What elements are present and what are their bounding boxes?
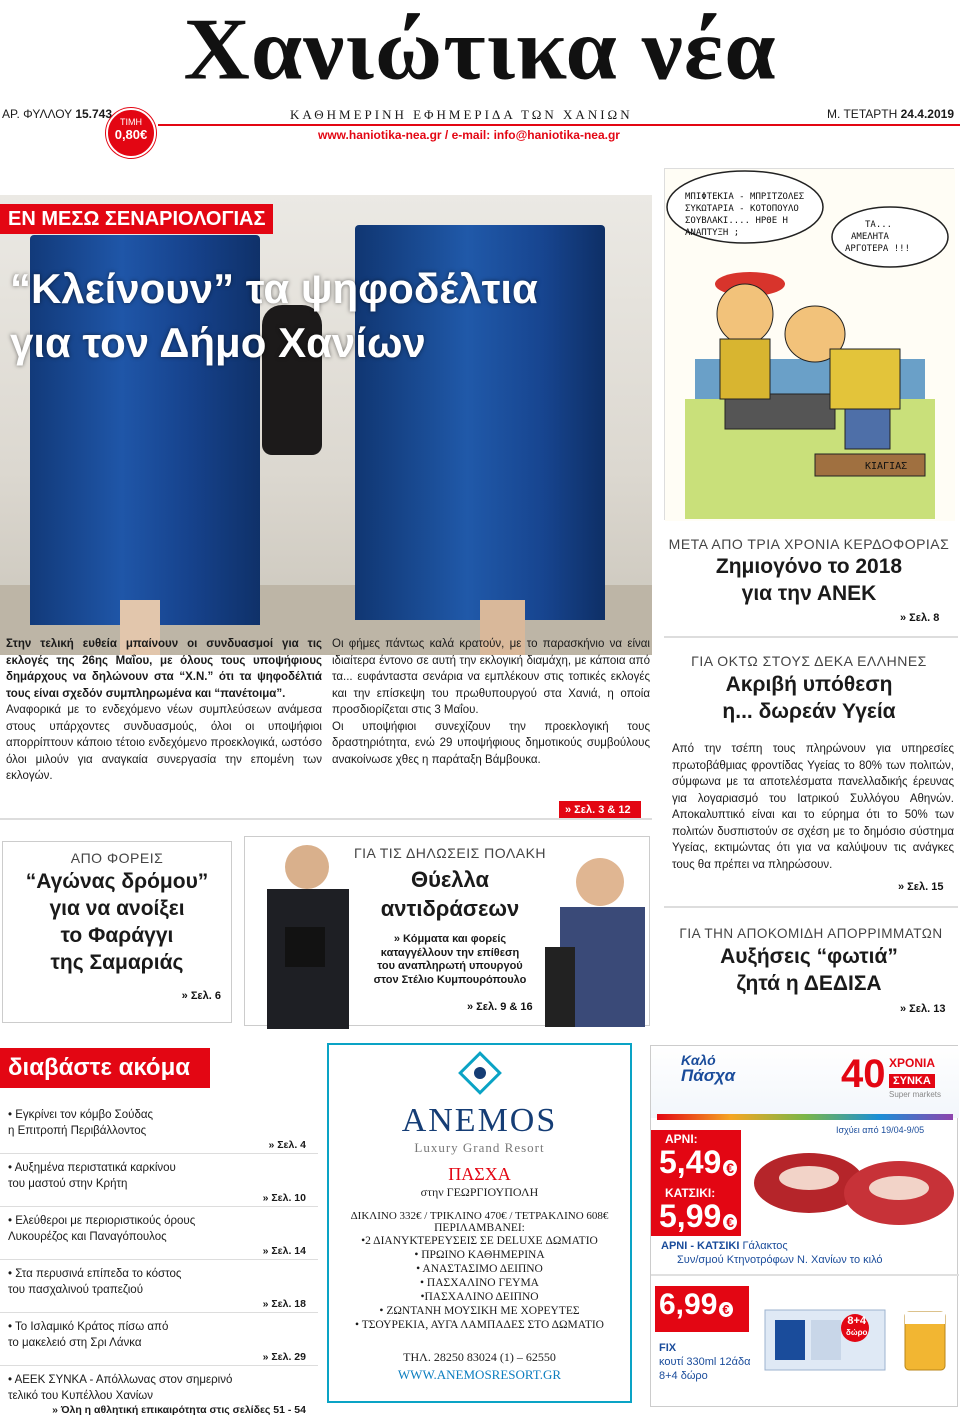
anemos-subtitle: Luxury Grand Resort xyxy=(414,1140,545,1155)
anemos-website[interactable]: WWW.ANEMOSRESORT.GR xyxy=(397,1367,562,1382)
anemos-includes: ΠΕΡΙΛΑΜΒΑΝΕΙ: xyxy=(434,1222,525,1234)
read-more-item-text: το μακελειό στη Σρι Λάνκα xyxy=(8,1337,142,1349)
issue-date: Μ. ΤΕΤΑΡΤΗ 24.4.2019 xyxy=(827,107,954,121)
read-more-item[interactable] xyxy=(0,1369,318,1416)
lead-column-2: Οι φήμες πάντως καλά κρατούν, με το παρασκήνιο να είναι ιδιαίτερα έντονο σε αυτή την εκλογική διαμάχη, με κάποια από τα... ευφάνταστα σενάρια να εμπλέκουν στις τοπικές εκλογές και την επίσκεψη του πρωθυπουργού στα Χανιά, η οποία προσδιορίζεται στις 3 Μαΐου. Οι υποψήφιοι συνεχίζουν την προεκλογική τους δραστηριότητα, ενώ 29 υποψήφιους δημοτικούς συμβούλους ανακοίνωσε χθες η παράταξη Βάμβουκα. xyxy=(332,638,650,766)
anemos-logo: ANEMOS xyxy=(401,1102,558,1139)
garbage-page-ref[interactable]: » Σελ. 13 xyxy=(900,1003,946,1015)
divider xyxy=(0,1259,318,1260)
read-more-list xyxy=(0,1104,318,1416)
anemos-list-item: •2 ΔΙΑΝΥΚΤΕΡΕΥΣΕΙΣ ΣΕ DELUXE ΔΩΜΑΤΙΟ xyxy=(361,1235,598,1247)
cartoon-speech-1: ΜΠΙΦΤΕΚΙΑ - ΜΠΡΙΤΖΟΛΕΣ xyxy=(685,192,805,202)
anemos-list-item: • ΖΩΝΤΑΝΗ ΜΟΥΣΙΚΗ ΜΕ ΧΟΡΕΥΤΕΣ xyxy=(379,1305,580,1317)
read-more-item[interactable] xyxy=(0,1104,318,1154)
divider xyxy=(0,1206,318,1207)
anemos-logo-icon xyxy=(460,1053,500,1093)
lead-kicker: ΕΝ ΜΕΣΩ ΣΕΝΑΡΙΟΛΟΓΙΑΣ xyxy=(0,204,273,234)
anek-page-ref[interactable]: » Σελ. 8 xyxy=(900,612,940,624)
goat-label: ΚΑΤΣΙΚΙ: xyxy=(665,1186,716,1200)
svg-text:ΑΜΕΛΗΤΑ: ΑΜΕΛΗΤΑ xyxy=(851,232,889,242)
anemos-list xyxy=(329,1234,630,1332)
anemos-prices: ΔΙΚΛΙΝΟ 332€ / ΤΡΙΚΛΙΝΟ 470€ / ΤΕΤΡΑΚΛΙΝΟ 608€ xyxy=(350,1210,609,1222)
anemos-title: ΠΑΣΧΑ xyxy=(448,1164,511,1184)
read-more-item-text: • ΑΕΕΚ ΣΥΝΚΑ - Απόλλωνας στον σημερινό xyxy=(8,1374,233,1386)
read-more-page-ref[interactable]: » Σελ. 29 xyxy=(262,1351,306,1363)
lamb-price: 5,49 € xyxy=(659,1144,737,1181)
read-more-header: διαβάστε ακόμα xyxy=(0,1048,210,1088)
read-more-item-text: • Εγκρίνει τον κόμβο Σούδας xyxy=(8,1109,154,1121)
anemos-list-item: • ΠΡΩΙΝΟ ΚΑΘΗΜΕΡΙΝΑ xyxy=(414,1249,545,1261)
meat-description: ΑΡΝΙ - ΚΑΤΣΙΚΙ Γάλακτος xyxy=(661,1240,788,1252)
beer-photo xyxy=(755,1300,955,1380)
meat-photo xyxy=(749,1138,959,1238)
read-more-page-ref[interactable]: » Σελ. 10 xyxy=(262,1192,306,1204)
svg-text:ΑΝΑΠΤΥΞΗ ;: ΑΝΑΠΤΥΞΗ ; xyxy=(685,228,740,238)
svg-text:ΣΥΚΩΤΑΡΙΑ - ΚΟΤΟΠΟΥΛΟ: ΣΥΚΩΤΑΡΙΑ - ΚΟΤΟΠΟΥΛΟ xyxy=(685,204,799,214)
polakis-kicker: ΓΙΑ ΤΙΣ ΔΗΛΩΣΕΙΣ ΠΟΛΑΚΗ xyxy=(353,845,547,861)
synka-ad[interactable]: Καλό Πάσχα 40 ΧΡΟΝΙΑ ΣΥΝΚΑ Super markets Ισχύει από 19/04-9/05 ΑΡΝΙ: 5,49 € ΚΑΤΣΙΚΙ: 5,99 € ΑΡΝΙ - ΚΑΤΣΙΚΙ Γάλακτος Συν/σμού Κτηνοτρόφων Ν. Χανίων το κιλό 6,99 € 8+4 δώρο FIX κουτί 330ml 12άδα 8+4 δώρο xyxy=(650,1045,958,1407)
beer-offer-badge: 8+4 δώρο xyxy=(846,1315,868,1337)
read-more-item-text: Λυκουρέζος και Παναγόπουλος xyxy=(8,1231,167,1243)
read-more-panel xyxy=(0,1048,318,1416)
masthead-rule xyxy=(158,124,960,126)
anemos-list-item: •ΠΑΣΧΑΛΙΝΟ ΔΕΙΠΝΟ xyxy=(420,1291,539,1303)
cartoon-signature: ΚΙΑΓΙΑΣ xyxy=(865,461,908,472)
divider xyxy=(0,1365,318,1366)
read-more-page-ref[interactable]: » Σελ. 4 xyxy=(268,1139,306,1151)
read-more-page-ref[interactable]: » Σελ. 18 xyxy=(262,1298,306,1310)
divider xyxy=(0,1312,318,1313)
read-more-item-text: • Αυξημένα περιστατικά καρκίνου xyxy=(8,1162,176,1174)
price-badge: ΤΙΜΗ 0,80€ xyxy=(106,108,156,158)
health-body: Από την τσέπη τους πληρώνουν για υπηρεσίες πρωτοβάθμιας φροντίδας Υγείας το 80% των πολιτών, σύμφωνα με τα αποτελέσματα πανελλαδικής έρευνας για λογαριασμό του Ιατρικού Συλλόγου Αθηνών. Αποκαλυπτικό είναι και το εύρημα ότι το 50% των πολιτών δυσπιστούν σε σχέση με το δημόσιο σύστημα Υγείας, εκτιμώντας ότι για να καλύψουν τις ανάγκες τους θα πρέπει να πληρώσουν. xyxy=(672,743,954,871)
lead-column-1: Στην τελική ευθεία μπαίνουν οι συνδυασμοί για τις εκλογές της 26ης Μαΐου, με όλους τους υποψήφιους δημάρχους να δηλώνουν στα “Χ.Ν.” ότι τα ψηφοδέλτιά τους είναι σχεδόν συμπληρωμένα και “πανέτοιμα”. Αναφορικά με το ενδεχόμενο νέων συμπλεύσεων ανάμεσα στους υπάρχοντες συνδυασμούς, όλοι οι υποψήφιοι απορρίπτουν κάποιο τέτοιο ενδεχόμενο προεκλογικά, ωστόσο όλοι μιλούν για αναγκαία συνεργασία την επομένη των εκλογών. xyxy=(6,638,322,782)
health-kicker: ΓΙΑ ΟΚΤΩ ΣΤΟΥΣ ΔΕΚΑ ΕΛΛΗΝΕΣ xyxy=(691,653,927,669)
cartoon-speech-2: ΤΑ... xyxy=(865,220,893,230)
garbage-headline[interactable]: Αυξήσεις “φωτιά” ζητά η ΔΕΔΙΣΑ xyxy=(720,945,898,995)
read-more-item[interactable] xyxy=(0,1263,318,1313)
website-link[interactable]: www.haniotika-nea.gr / e-mail: info@haniotika-nea.gr xyxy=(318,128,620,142)
read-more-item-text: • Ελεύθεροι με περιοριστικούς όρους xyxy=(8,1215,196,1227)
read-more-item-text: • Στα περυσινά επίπεδα το κόστος xyxy=(8,1268,182,1280)
anemos-place: στην ΓΕΩΡΓΙΟΥΠΟΛΗ xyxy=(420,1185,539,1199)
lamb-label: ΑΡΝΙ: xyxy=(665,1132,698,1146)
read-more-item[interactable] xyxy=(0,1316,318,1366)
synka-validity: Ισχύει από 19/04-9/05 xyxy=(836,1125,925,1135)
synka-40-years: 40 xyxy=(841,1052,886,1096)
issue-number: ΑΡ. ΦΥΛΛΟΥ 15.743 xyxy=(2,107,113,121)
polakis-page-ref[interactable]: » Σελ. 9 & 16 xyxy=(467,1001,533,1013)
anek-headline[interactable]: Ζημιογόνο το 2018 για την ΑΝΕΚ xyxy=(715,555,903,605)
polakis-subhead: » Κόμματα και φορείς καταγγέλλουν την επίθεση του αναπληρωτή υπουργού στον Στέλιο Κυμπουρόπουλο xyxy=(373,933,527,986)
anemos-list-item: • ΤΣΟΥΡΕΚΙΑ, ΑΥΓΑ ΛΑΜΠΑΔΕΣ ΣΤΟ ΔΩΜΑΤΙΟ xyxy=(355,1319,604,1331)
cartoon xyxy=(664,168,954,520)
read-more-item-text: τελικό του Κυπέλλου Χανίων xyxy=(8,1390,154,1402)
read-more-item[interactable] xyxy=(0,1210,318,1260)
anemos-phone: ΤΗΛ. 28250 83024 (1) – 62550 xyxy=(403,1350,556,1364)
health-page-ref[interactable]: » Σελ. 15 xyxy=(898,881,944,893)
tagline: ΚΑΘΗΜΕΡΙΝΗ ΕΦΗΜΕΡΙΔΑ ΤΩΝ ΧΑΝΙΩΝ xyxy=(290,107,633,122)
polakis-headline[interactable]: Θύελλα αντιδράσεων xyxy=(380,867,520,921)
garbage-kicker: ΓΙΑ ΤΗΝ ΑΠΟΚΟΜΙΔΗ ΑΠΟΡΡΙΜΜΑΤΩΝ xyxy=(679,926,943,941)
read-more-item-text: του μαστού στην Κρήτη xyxy=(8,1178,128,1190)
health-headline[interactable]: Ακριβή υπόθεση η... δωρεάν Υγεία xyxy=(722,673,896,723)
divider xyxy=(0,818,652,820)
synka-greeting: Καλό Πάσχα xyxy=(681,1052,736,1085)
read-more-page-ref[interactable]: » Σελ. 14 xyxy=(262,1245,306,1257)
samaria-page-ref[interactable]: » Σελ. 6 xyxy=(181,990,221,1002)
read-more-item[interactable] xyxy=(0,1157,318,1207)
read-more-item-text: του πασχαλινού τραπεζιού xyxy=(8,1284,143,1296)
beer-price: 6,99 € xyxy=(659,1288,733,1322)
samaria-box xyxy=(2,841,232,1023)
anemos-list-item: • ΠΑΣΧΑΛΙΝΟ ΓΕΥΜΑ xyxy=(420,1277,539,1289)
masthead xyxy=(0,0,960,98)
read-more-page-ref[interactable]: » Όλη η αθλητική επικαιρότητα στις σελίδες 51 - 54 xyxy=(52,1404,306,1416)
divider xyxy=(0,1153,318,1154)
anemos-list-item: • ΑΝΑΣΤΑΣΙΜΟ ΔΕΙΠΝΟ xyxy=(416,1263,543,1275)
polakis-box xyxy=(244,836,650,1026)
goat-price: 5,99 € xyxy=(659,1198,737,1235)
read-more-item-text: η Επιτροπή Περιβάλλοντος xyxy=(8,1125,147,1137)
synka-logo: ΣΥΝΚΑ xyxy=(889,1074,935,1088)
beer-label: FIX xyxy=(659,1342,677,1354)
anemos-ad[interactable] xyxy=(327,1043,632,1403)
anek-kicker: ΜΕΤΑ ΑΠΟ ΤΡΙΑ ΧΡΟΝΙΑ ΚΕΡΔΟΦΟΡΙΑΣ xyxy=(668,536,950,552)
newspaper-title: Χανιώτικα νέα xyxy=(183,0,777,98)
svg-text:ΑΡΓΟΤΕΡΑ !!!: ΑΡΓΟΤΕΡΑ !!! xyxy=(845,244,911,254)
samaria-headline[interactable]: “Αγώνας δρόμου” για να ανοίξει το Φαράγγι της Σαμαριάς xyxy=(25,870,209,974)
lead-headline[interactable]: “Κλείνουν” τα ψηφοδέλτια για τον Δήμο Χανίων xyxy=(10,265,538,366)
samaria-kicker: ΑΠΟ ΦΟΡΕΙΣ xyxy=(70,850,164,866)
read-more-item-text: • Το Ισλαμικό Κράτος πίσω από xyxy=(8,1321,169,1333)
svg-text:ΣΟΥΒΛΑΚΙ.... ΗΡΘΕ Η: ΣΟΥΒΛΑΚΙ.... ΗΡΘΕ Η xyxy=(685,216,788,226)
cartoon-drawing xyxy=(665,169,955,521)
lead-page-ref[interactable]: » Σελ. 3 & 12 xyxy=(559,801,641,819)
